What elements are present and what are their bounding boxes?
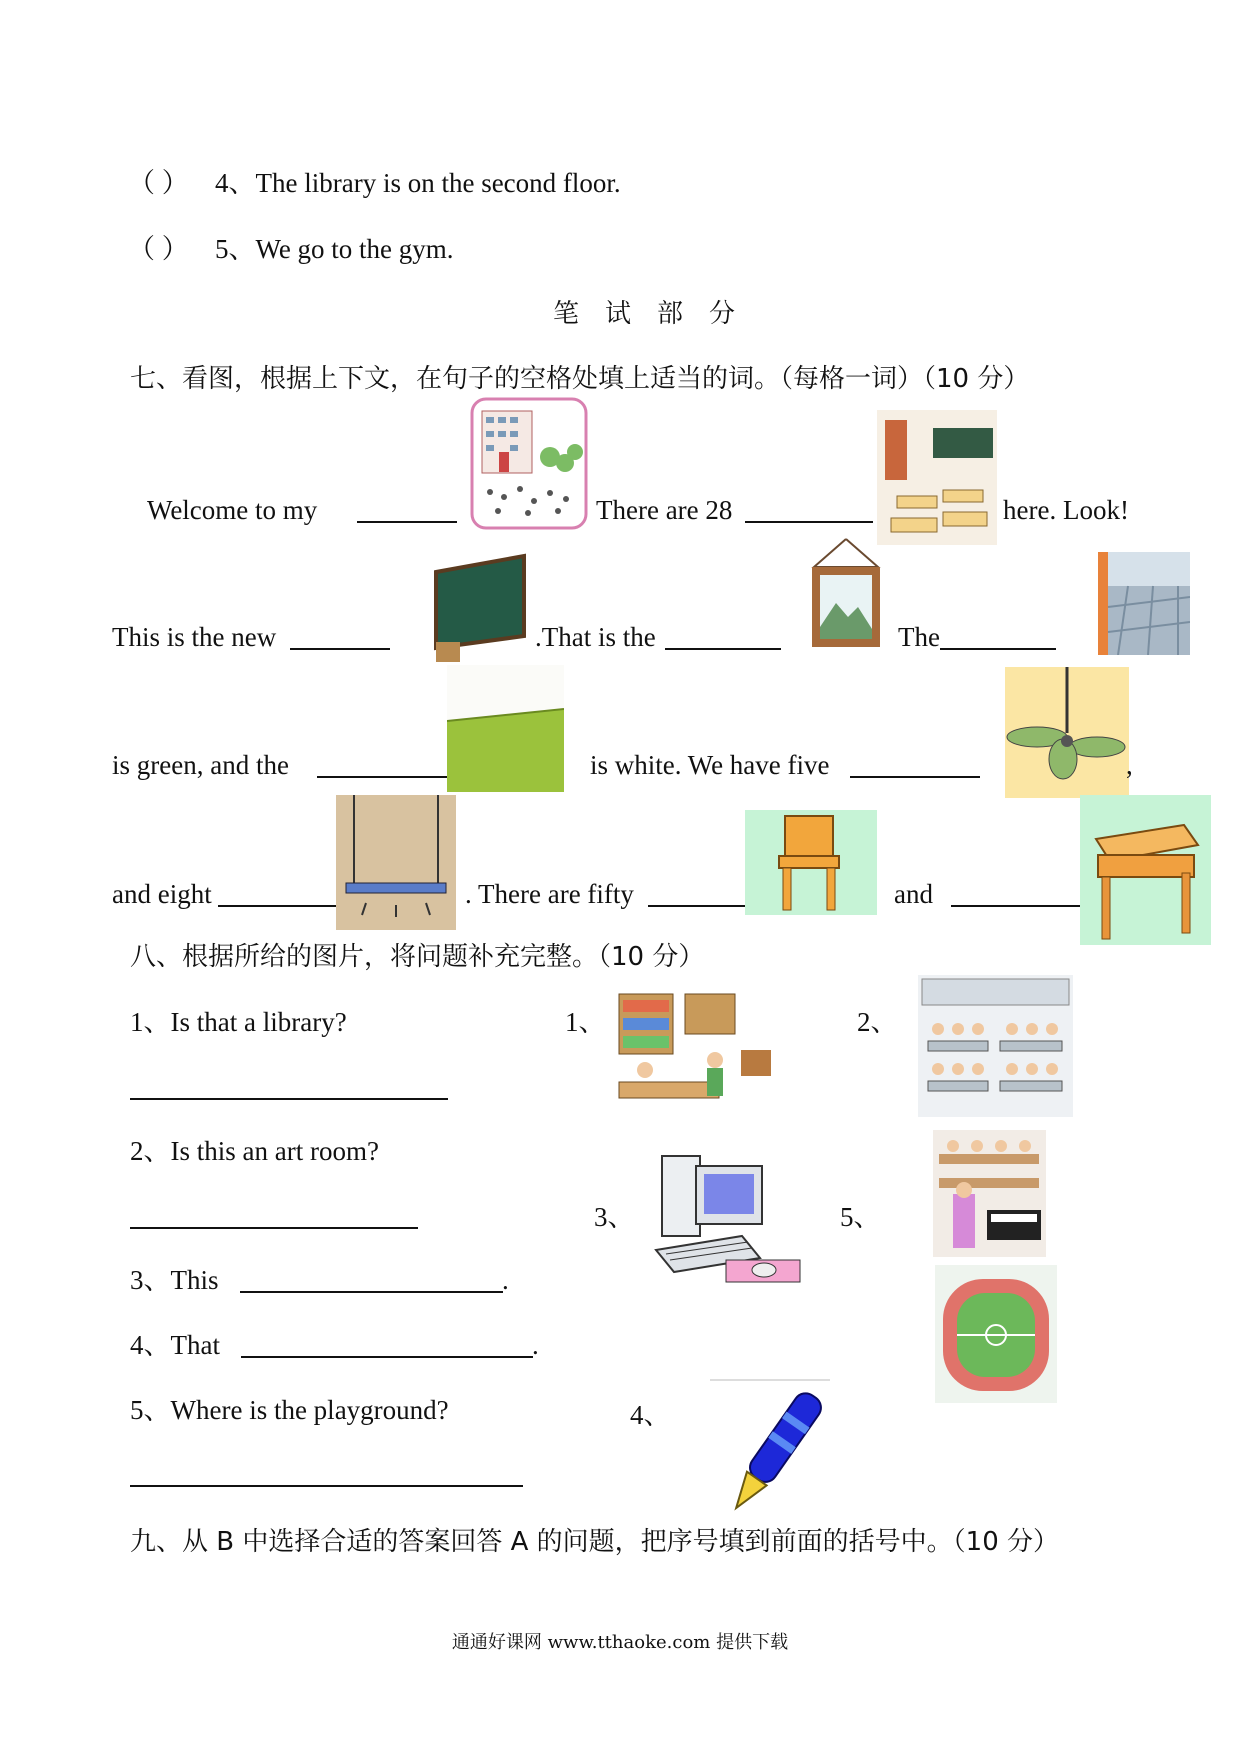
item5-paren: （ ） [128,234,189,264]
s7-line2-c: The [898,622,940,652]
wall-picture [447,665,564,792]
light-picture [336,795,456,930]
s7-line2-a: This is the new [112,622,277,652]
chair-picture [745,810,877,915]
s8-q3: 3、This [130,1265,219,1295]
pic-label-4: 4、 [630,1400,671,1430]
pic-label-3: 3、 [594,1202,635,1232]
s7-blank-10[interactable] [951,905,1081,907]
music-room-picture [933,1130,1046,1257]
s7-blank-9[interactable] [648,905,746,907]
computer-picture [652,1150,802,1285]
s8-q2: 2、Is this an art room? [130,1136,379,1166]
picture-frame-picture [806,537,886,652]
s7-blank-8[interactable] [218,905,338,907]
s8-blank-4[interactable] [241,1356,533,1358]
s7-blank-7[interactable] [850,776,980,778]
ceiling-fan-picture [1005,667,1129,798]
s7-blank-5[interactable] [940,648,1056,650]
section8-heading: 八、根据所给的图片，将问题补充完整。（10 分） [130,942,705,972]
s7-line4-c: and [894,879,933,909]
playground-picture [935,1265,1057,1403]
s7-blank-3[interactable] [290,648,390,650]
school-picture [470,397,588,530]
s7-blank-1[interactable] [357,521,457,523]
s7-line4-a: and eight [112,879,212,909]
desk-picture [1080,795,1211,945]
section7-heading: 七、看图，根据上下文，在句子的空格处填上适当的词。（每格一词）（10 分） [130,364,1030,394]
written-section-title: 笔 试 部 分 [553,299,736,329]
pic-label-5: 5、 [840,1202,881,1232]
s7-line1-c: here. Look! [1003,495,1129,525]
s8-answer-2[interactable] [130,1227,418,1229]
s7-blank-4[interactable] [665,648,781,650]
s7-line4-b: . There are fifty [465,879,634,909]
s8-q5: 5、Where is the playground? [130,1395,449,1425]
s7-line3-c: , [1126,750,1133,780]
blackboard-picture [428,552,526,664]
s8-blank-3[interactable] [240,1291,503,1293]
item4-text: 4、The library is on the second floor. [215,168,621,198]
s7-blank-6[interactable] [317,776,447,778]
page-footer: 通通好课网 www.tthaoke.com 提供下载 [451,1632,789,1653]
item5-text: 5、We go to the gym. [215,234,454,264]
dining-hall-picture [918,975,1073,1117]
s8-answer-1[interactable] [130,1098,448,1100]
s8-q3-end: . [502,1265,509,1295]
s8-q4: 4、That [130,1330,220,1360]
s7-line1-a: Welcome to my [147,495,318,525]
s7-line2-b: .That is the [535,622,656,652]
pen-picture [710,1378,830,1540]
s7-line1-b: There are 28 [596,495,733,525]
s7-line3-b: is white. We have five [590,750,830,780]
s7-blank-2[interactable] [745,521,873,523]
library-picture [615,990,782,1125]
section9-heading: 九、从 B 中选择合适的答案回答 A 的问题，把序号填到前面的括号中。（10 分） [130,1527,1060,1557]
s8-answer-5[interactable] [130,1485,523,1487]
s7-line3-a: is green, and the [112,750,289,780]
classroom-desks-picture [877,410,997,545]
s8-q1: 1、Is that a library? [130,1007,347,1037]
pic-label-2: 2、 [857,1007,898,1037]
item4-paren: （ ） [128,168,189,198]
pic-label-1: 1、 [565,1007,606,1037]
floor-tiles-picture [1098,552,1190,655]
s8-q4-end: . [532,1330,539,1360]
